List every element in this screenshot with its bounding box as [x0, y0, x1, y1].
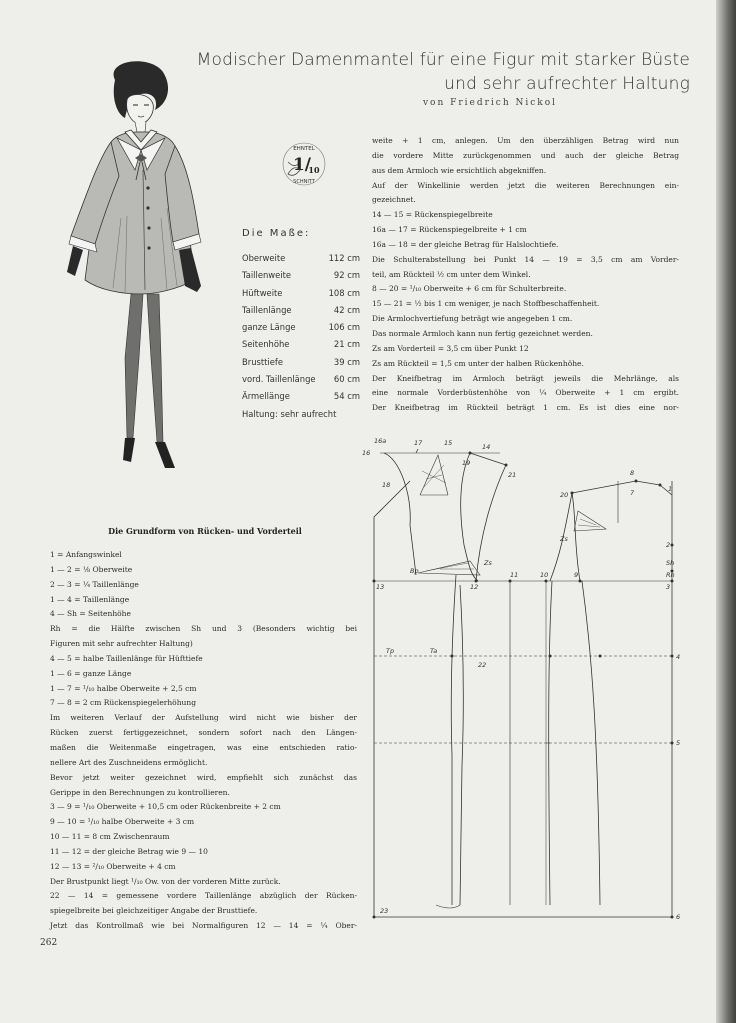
text-line: aus dem Armloch wie ersichtlich abgekniffen.: [372, 165, 547, 175]
measurement-row: [242, 354, 360, 371]
text-line: 2 — 3 = ¼ Taillenlänge: [50, 579, 139, 589]
draft-line: [436, 905, 460, 908]
text-line: 4 — 5 = halbe Taillenlänge für Hüfttiefe: [50, 653, 203, 663]
draft-label: 13: [376, 583, 385, 591]
measurement-label: Brusttiefe: [242, 356, 284, 367]
draft-label: 5: [676, 739, 681, 747]
measurement-value: 42 cm: [333, 304, 360, 315]
measurement-label: Hüftweite: [242, 287, 283, 298]
draft-label: 8: [630, 469, 635, 477]
text-line: Zs am Rückteil = 1,5 cm unter der halben Rückenhöhe.: [372, 358, 584, 368]
draft-label: 1: [668, 485, 673, 493]
draft-label: 16: [362, 449, 371, 457]
draft-line: [426, 563, 474, 571]
measurement-label: Taillenlänge: [242, 304, 292, 315]
draft-label: Zs: [484, 559, 492, 567]
draft-label: 17: [414, 439, 423, 447]
draft-label: 16a: [374, 437, 387, 445]
draft-label: Ta: [430, 647, 438, 655]
draft-label: 11: [510, 571, 519, 579]
draft-label: 10: [540, 571, 549, 579]
draft-label: 20: [560, 491, 569, 499]
draft-label: 3: [666, 583, 671, 591]
measurement-row: [242, 371, 360, 388]
measurement-value: 92 cm: [333, 270, 360, 281]
zehntel-schnitt-stamp: [280, 140, 328, 188]
text-line: 8 — 20 = ¹/₁₀ Oberweite + 6 cm für Schulterbreite.: [372, 284, 567, 294]
measurement-value: 112 cm: [328, 253, 360, 263]
draft-label: Bp: [410, 567, 419, 575]
measurement-label: Seitenhöhe: [242, 339, 290, 350]
draft-line: [418, 561, 480, 575]
draft-line: [422, 465, 446, 487]
page-title: [150, 48, 690, 96]
text-line: 1 = Anfangswinkel: [50, 550, 122, 559]
text-line: 11 — 12 = der gleiche Betrag wie 9 — 10: [50, 846, 208, 856]
text-line: Gerippe in den Berechnungen zu kontrollieren.: [50, 787, 230, 797]
draft-label: 21: [508, 471, 517, 479]
measurement-row: [242, 302, 360, 319]
draft-label: 15: [444, 439, 453, 447]
text-line: 10 — 11 = 8 cm Zwischenraum: [50, 832, 170, 842]
title-line-2: und sehr aufrechter Haltung: [444, 74, 690, 94]
measurement-row: [242, 336, 360, 353]
text-line: 1 — 2 = ⅛ Oberweite: [50, 564, 133, 574]
measurement-label: Oberweite: [242, 253, 286, 263]
measurement-label: ganze Länge: [242, 322, 296, 333]
text-line: 1 — 4 = Taillenlänge: [50, 594, 130, 604]
page-number: 262: [40, 938, 58, 948]
left-column-text: [50, 548, 357, 934]
pattern-draft: [360, 435, 690, 925]
draft-line: [416, 449, 418, 453]
author-line: von Friedrich Nickol: [422, 98, 558, 108]
text-line: 14 — 15 = Rückenspiegelbreite: [372, 210, 493, 220]
draft-label: Zs: [560, 535, 568, 543]
draft-label: 9: [574, 571, 579, 579]
measurement-label: vord. Taillenlänge: [242, 374, 316, 385]
text-line: 22 — 14 = gemessene vordere Taillenlänge abzüglich der Rücken-: [50, 891, 357, 901]
draft-line: [572, 493, 580, 581]
draft-line: [384, 453, 416, 575]
draft-line: [420, 455, 448, 495]
draft-label: 6: [676, 913, 681, 921]
measurement-label: Taillenweite: [242, 270, 292, 281]
text-line: Der Kneifbetrag im Rückteil beträgt 1 cm. Es ist dies eine nor-: [372, 403, 679, 413]
text-line: 1 — 6 = ganze Länge: [50, 668, 132, 678]
text-line: 16a — 18 = der gleiche Betrag für Halslochtiefe.: [372, 239, 559, 249]
draft-label: 19: [462, 459, 471, 467]
text-line: Der Brustpunkt liegt ¹/₁₀ Ow. von der vorderen Mitte zurück.: [50, 876, 281, 886]
fashion-illustration: [55, 58, 230, 488]
text-line: weite + 1 cm, anlegen. Um den überzähligen Betrag wird nun: [372, 136, 679, 145]
text-line: gezeichnet.: [372, 195, 416, 205]
measurements-table: [242, 250, 360, 423]
text-line: 4 — Sh = Seitenhöhe: [50, 609, 131, 619]
draft-line: [572, 481, 660, 493]
measurement-value: 106 cm: [328, 322, 360, 333]
stamp-bottom-text: SCHNITT: [293, 179, 315, 185]
text-line: Zs am Vorderteil = 3,5 cm über Punkt 12: [372, 343, 529, 353]
draft-line: [451, 575, 456, 905]
draft-label: 2: [666, 541, 671, 549]
measurement-row: [242, 267, 360, 284]
measurement-row: [242, 285, 360, 302]
text-line: Figuren mit sehr aufrechter Haltung): [50, 639, 193, 649]
draft-line: [461, 453, 478, 581]
draft-label: 4: [676, 653, 681, 661]
stamp-fraction: 1/: [292, 155, 312, 175]
text-line: maßen die Weitenmaße eingetragen, was eine entschieden ratio-: [50, 742, 357, 752]
draft-line: [460, 585, 463, 905]
measurement-row: [242, 388, 360, 405]
text-line: nellere Art des Zuschneidens ermöglicht.: [50, 757, 208, 767]
draft-line: [470, 453, 506, 465]
measurement-value: 21 cm: [333, 339, 360, 350]
text-line: 12 — 13 = ²/₁₀ Oberweite + 4 cm: [50, 861, 176, 871]
draft-line: [574, 511, 606, 531]
text-line: Jetzt das Kontrollmaß wie bei Normalfiguren 12 — 14 = ¼ Ober-: [50, 921, 357, 931]
text-line: spiegelbreite bei gleichzeitiger Angabe der Brusttiefe.: [50, 906, 258, 916]
draft-label: 12: [470, 583, 479, 591]
text-line: Auf der Winkellinie werden jetzt die weiteren Berechnungen ein-: [372, 180, 679, 190]
text-line: Der Kneifbetrag im Armloch beträgt jeweils die Mehrlänge, als: [372, 373, 679, 383]
right-column-text: [372, 134, 679, 416]
draft-label: Sh: [666, 559, 675, 567]
section-subheading: Die Grundform von Rücken- und Vorderteil: [108, 526, 302, 536]
text-line: Bevor jetzt weiter gezeichnet wird, empfiehlt sich zunächst das: [50, 772, 357, 782]
text-line: teil, am Rückteil ½ cm unter dem Winkel.: [372, 269, 531, 279]
text-line: Das normale Armloch kann nun fertig gezeichnet werden.: [372, 328, 593, 338]
measurement-row: [242, 319, 360, 336]
measurement-label: Ärmellänge: [242, 391, 290, 402]
draft-label: 14: [482, 443, 491, 451]
book-spine-shadow: [716, 0, 736, 1023]
measurement-value: 108 cm: [328, 287, 360, 298]
measurements-heading: Die Maße:: [242, 228, 311, 239]
text-line: Die Armlochvertiefung beträgt wie angegeben 1 cm.: [372, 314, 573, 324]
text-line: 3 — 9 = ¹/₁₀ Oberweite + 10,5 cm oder Rückenbreite + 2 cm: [50, 802, 281, 812]
measurement-value: 39 cm: [333, 356, 360, 367]
text-line: die vordere Mitte zurückgenommen und auch der gleiche Betrag: [372, 150, 679, 160]
draft-label: 7: [630, 489, 635, 497]
draft-line: [374, 481, 410, 917]
text-line: Rücken zuerst fertiggezeichnet, sondern sofort nach den Längen-: [50, 728, 357, 738]
measurement-value: 54 cm: [333, 391, 360, 402]
draft-label: 18: [382, 481, 391, 489]
draft-label: Rh: [666, 571, 675, 579]
measurement-value: 60 cm: [333, 374, 360, 385]
text-line: 9 — 10 = ¹/₁₀ halbe Oberweite + 3 cm: [50, 817, 195, 827]
draft-label: 23: [380, 907, 389, 915]
stamp-top-text: EHNTEL: [293, 146, 315, 152]
text-line: 1 — 7 = ¹/₁₀ halbe Oberweite + 2,5 cm: [50, 683, 197, 693]
stamp-fraction-denominator: 10: [308, 165, 320, 175]
text-line: 7 — 8 = 2 cm Rückenspiegelerhöhung: [50, 698, 196, 708]
title-line-1: Modischer Damenmantel für eine Figur mit starker Büste: [196, 50, 690, 70]
text-line: 15 — 21 = ½ bis 1 cm weniger, je nach Stoffbeschaffenheit.: [372, 299, 600, 309]
text-line: 16a — 17 = Rückenspiegelbreite + 1 cm: [372, 225, 527, 235]
text-line: eine normale Vorderbüstenhöhe von ¼ Oberweite + 1 cm ergibt.: [372, 388, 679, 398]
posture-note: Haltung: sehr aufrecht: [242, 408, 337, 419]
text-line: Die Schulterabstellung bei Punkt 14 — 19 = 3,5 cm am Vorder-: [372, 254, 679, 264]
measurement-row: [242, 250, 360, 267]
text-line: Rh = die Hälfte zwischen Sh und 3 (Besonders wichtig bei: [50, 624, 357, 634]
draft-label: Tp: [386, 647, 395, 655]
text-line: Im weiteren Verlauf der Aufstellung wird nicht wie bisher der: [50, 713, 357, 723]
draft-label: 22: [478, 661, 487, 669]
